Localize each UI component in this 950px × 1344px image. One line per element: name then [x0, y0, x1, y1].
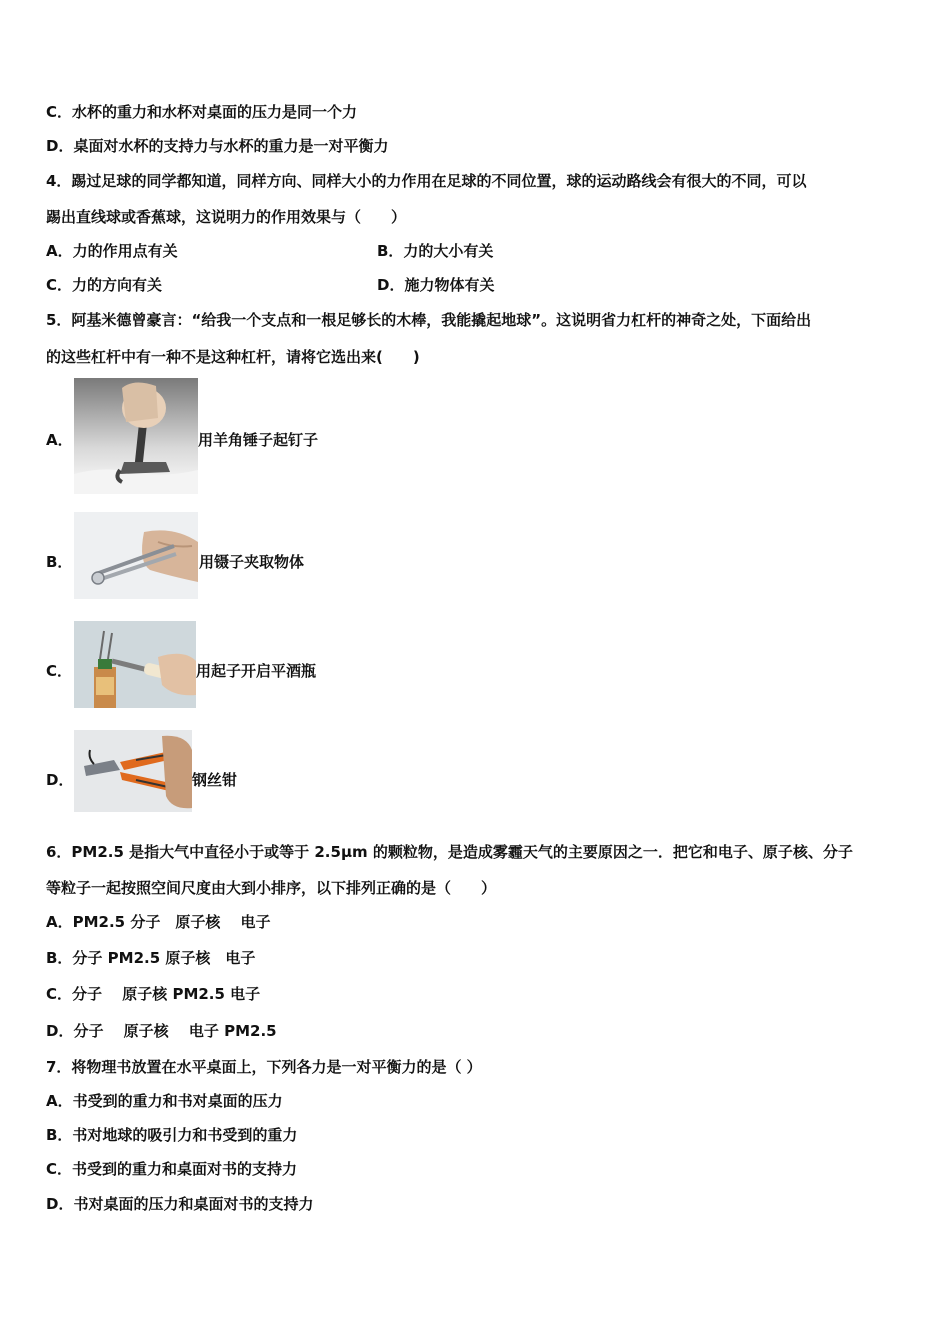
- q5-option-c-letter: C．: [46, 662, 73, 680]
- q3-option-d: D．桌面对水杯的支持力与水杯的重力是一对平衡力: [46, 137, 389, 155]
- q3-option-c: C．水杯的重力和水杯对桌面的压力是同一个力: [46, 103, 358, 121]
- q6-option-c: C．分子 原子核 PM2.5 电子: [46, 985, 261, 1003]
- q7-option-d: D．书对桌面的压力和桌面对书的支持力: [46, 1195, 314, 1213]
- q5-option-b-letter: B．: [46, 553, 73, 571]
- q7-option-b: B．书对地球的吸引力和书受到的重力: [46, 1126, 298, 1144]
- q4-option-c: C．力的方向有关: [46, 276, 163, 294]
- q6-option-a: A．PM2.5 分子 原子核 电子: [46, 913, 271, 931]
- q5-stem-line2: 的这些杠杆中有一种不是这种杠杆，请将它选出来( ): [46, 348, 420, 366]
- q5-option-d-letter: D．: [46, 771, 74, 789]
- hammer-photo: [74, 378, 198, 494]
- q4-option-b: B．力的大小有关: [377, 242, 494, 260]
- q7-stem: 7．将物理书放置在水平桌面上，下列各力是一对平衡力的是（ ）: [46, 1058, 482, 1076]
- q6-stem-line2: 等粒子一起按照空间尺度由大到小排序，以下排列正确的是（ ）: [46, 879, 497, 897]
- q4-stem-line2: 踢出直线球或香蕉球，这说明力的作用效果与（ ）: [46, 208, 407, 226]
- q5-option-a-letter: A．: [46, 431, 73, 449]
- q6-option-d: D．分子 原子核 电子 PM2.5: [46, 1022, 277, 1040]
- q6-stem-line1: 6．PM2.5 是指大气中直径小于或等于 2.5μm 的颗粒物，是造成雾霾天气的主要原因之一．把它和电子、原子核、分子: [46, 843, 853, 861]
- tweezers-photo: [74, 512, 198, 599]
- q4-option-d: D．施力物体有关: [377, 276, 495, 294]
- q6-option-b: B．分子 PM2.5 原子核 电子: [46, 949, 256, 967]
- q4-stem-line1: 4．踢过足球的同学都知道，同样方向、同样大小的力作用在足球的不同位置，球的运动路线会有很大的不同，可以: [46, 172, 807, 190]
- pliers-photo: [74, 730, 192, 812]
- q5-option-d-caption: 钢丝钳: [192, 771, 238, 789]
- q4-option-a: A．力的作用点有关: [46, 242, 178, 260]
- q5-option-c-caption: 用起子开启平酒瓶: [196, 662, 317, 680]
- bottle-opener-photo: [74, 621, 196, 708]
- q5-stem-line1: 5．阿基米德曾豪言：“给我一个支点和一根足够长的木棒，我能撬起地球”。这说明省力杠杆的神奇之处，下面给出: [46, 311, 812, 329]
- q5-option-b-caption: 用镊子夹取物体: [199, 553, 305, 571]
- q7-option-a: A．书受到的重力和书对桌面的压力: [46, 1092, 283, 1110]
- q5-option-a-caption: 用羊角锤子起钉子: [198, 431, 319, 449]
- q7-option-c: C．书受到的重力和桌面对书的支持力: [46, 1160, 298, 1178]
